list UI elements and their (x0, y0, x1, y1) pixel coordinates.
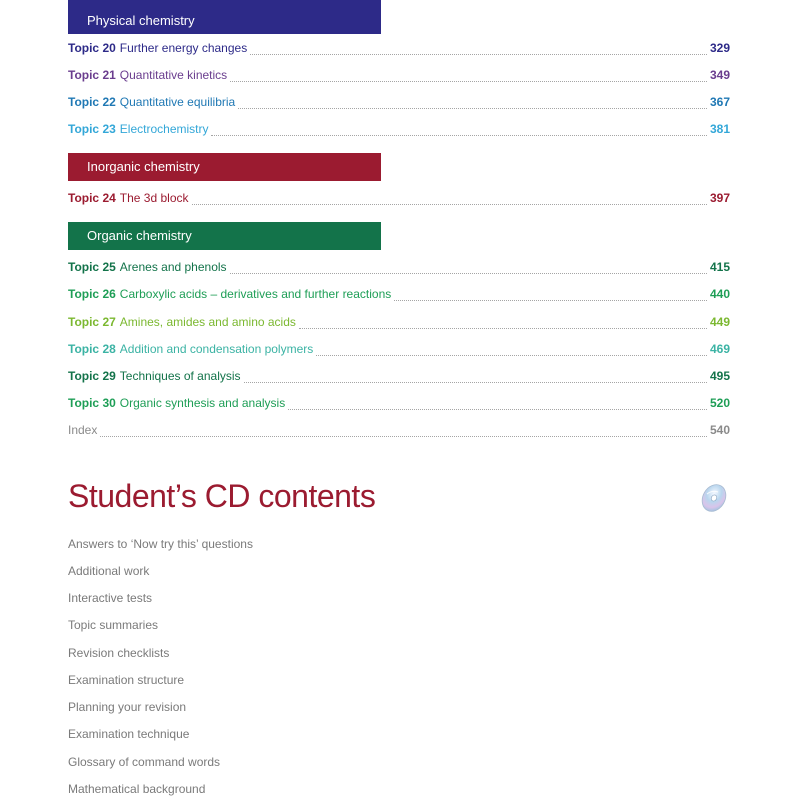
index-title: Index (68, 423, 98, 437)
cd-item: Planning your revision (68, 700, 187, 714)
page-number: 415 (709, 260, 730, 274)
toc-row-21[interactable] (68, 67, 730, 83)
page-number: 381 (709, 122, 730, 136)
leader-dots (192, 194, 707, 205)
leader-dots (244, 372, 707, 383)
toc-row-25[interactable] (68, 259, 730, 275)
leader-dots (394, 290, 707, 301)
page-number: 469 (709, 342, 730, 356)
topic-title: Further energy changes (119, 41, 248, 55)
cd-item: Mathematical background (68, 782, 206, 796)
topic-title: Quantitative kinetics (119, 68, 228, 82)
page-number: 367 (709, 95, 730, 109)
toc-row-28[interactable] (68, 341, 730, 357)
section-bar-physical (68, 7, 381, 35)
section-label-organic: Organic chemistry (87, 228, 192, 243)
topic-number: Topic 21 (68, 68, 116, 82)
leader-dots (230, 71, 707, 82)
topic-title: Techniques of analysis (119, 369, 241, 383)
page-number: 540 (709, 423, 730, 437)
cd-item: Topic summaries (68, 618, 159, 632)
topic-number: Topic 20 (68, 41, 116, 55)
page-number: 440 (709, 287, 730, 301)
topic-title: Addition and condensation polymers (119, 342, 314, 356)
topic-title: Arenes and phenols (119, 260, 227, 274)
topic-title: Amines, amides and amino acids (119, 315, 296, 329)
leader-dots (211, 125, 706, 136)
toc-row-22[interactable] (68, 94, 730, 110)
toc-row-index[interactable] (68, 422, 730, 438)
topic-number: Topic 28 (68, 342, 116, 356)
section-bar-organic (68, 222, 381, 250)
topic-title: Quantitative equilibria (119, 95, 236, 109)
topic-title: Carboxylic acids – derivatives and further reactions (119, 287, 392, 301)
leader-dots (316, 345, 707, 356)
toc-row-20[interactable] (68, 40, 730, 56)
leader-dots (288, 399, 707, 410)
cd-item: Revision checklists (68, 646, 170, 660)
toc-row-29[interactable] (68, 368, 730, 384)
section-bar-inorganic (68, 153, 381, 181)
page-number: 397 (709, 191, 730, 205)
topic-number: Topic 27 (68, 315, 116, 329)
topic-number: Topic 22 (68, 95, 116, 109)
topic-number: Topic 29 (68, 369, 116, 383)
page-number: 495 (709, 369, 730, 383)
topic-number: Topic 30 (68, 396, 116, 410)
topic-number: Topic 26 (68, 287, 116, 301)
section-label-inorganic: Inorganic chemistry (87, 159, 200, 174)
leader-dots (250, 44, 707, 55)
page-number: 349 (709, 68, 730, 82)
cd-item: Additional work (68, 564, 150, 578)
page-number: 329 (709, 41, 730, 55)
topic-title: The 3d block (119, 191, 189, 205)
toc-row-27[interactable] (68, 314, 730, 330)
topic-title: Electrochemistry (119, 122, 209, 136)
cd-contents-heading: Student’s CD contents (68, 478, 376, 514)
leader-dots (238, 98, 707, 109)
topic-title: Organic synthesis and analysis (119, 396, 286, 410)
cd-item: Examination technique (68, 727, 190, 741)
cd-item: Answers to ‘Now try this’ questions (68, 537, 253, 551)
toc-row-23[interactable] (68, 121, 730, 137)
toc-row-30[interactable] (68, 395, 730, 411)
topic-number: Topic 23 (68, 122, 116, 136)
topic-number: Topic 25 (68, 260, 116, 274)
page-number: 520 (709, 396, 730, 410)
cd-item: Glossary of command words (68, 755, 221, 769)
leader-dots (100, 426, 707, 437)
cd-icon (698, 482, 730, 514)
topic-number: Topic 24 (68, 191, 116, 205)
leader-dots (230, 263, 707, 274)
leader-dots (299, 318, 707, 329)
cd-item: Examination structure (68, 673, 185, 687)
toc-row-24[interactable] (68, 190, 730, 206)
cd-item: Interactive tests (68, 591, 153, 605)
page-number: 449 (709, 315, 730, 329)
section-label-physical: Physical chemistry (87, 13, 195, 28)
toc-row-26[interactable] (68, 286, 730, 302)
